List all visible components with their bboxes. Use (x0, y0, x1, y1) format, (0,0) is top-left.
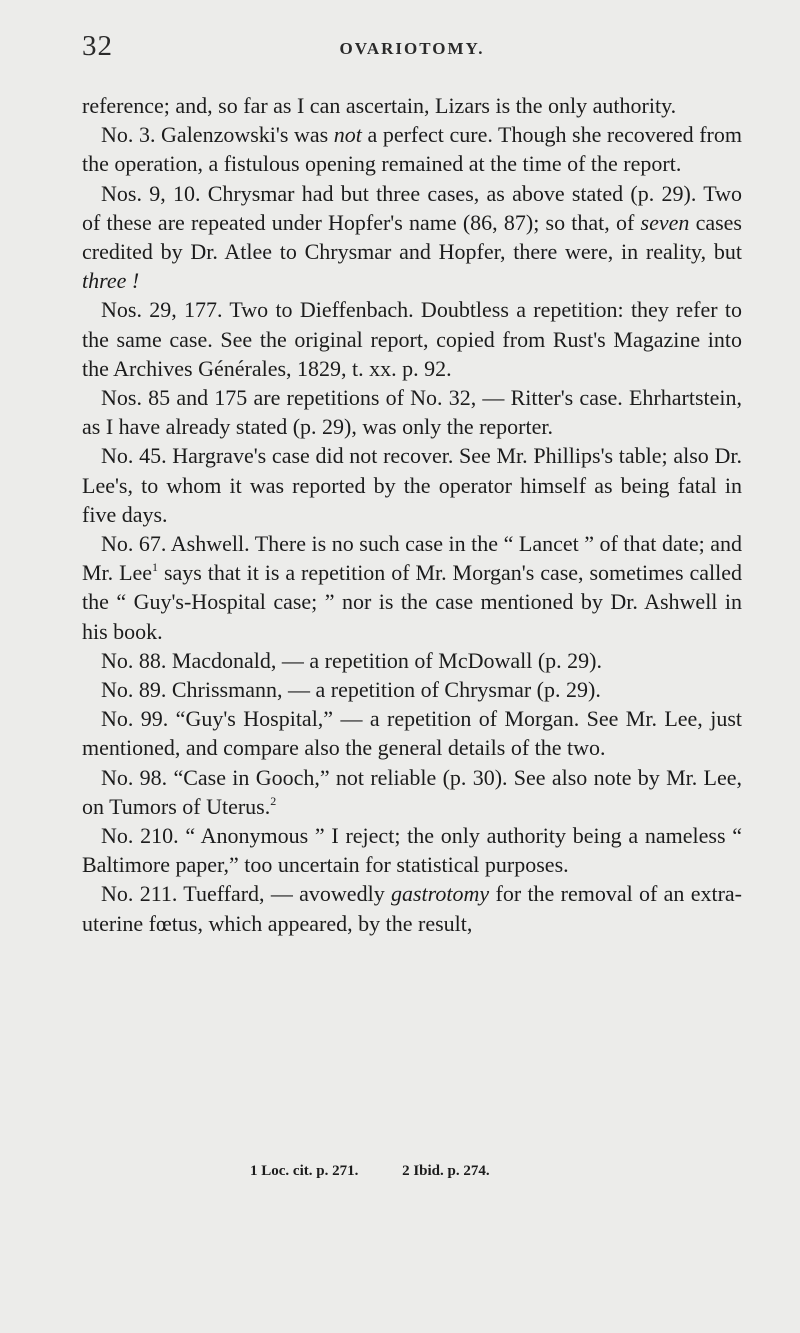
paragraph: No. 98. “Case in Gooch,” not reliable (p. 30). See also note by Mr. Lee, on Tumors of Uterus.$^2$ (82, 764, 742, 819)
page-header (82, 30, 742, 70)
paragraph: No. 45. Hargrave's case did not recover. See Mr. Phillips's table; also Dr. Lee's, to whom it was reported by the operator himself as being fatal in five days. (82, 443, 742, 527)
paragraph: Nos. 85 and 175 are repetitions of No. 32, — Ritter's case. Ehrhartstein, as I have already stated (p. 29), was only the reporter. (82, 385, 742, 440)
paragraph: No. 3. Galenzowski's was not a perfect cure. Though she recovered from the operation, a fistulous opening remained at the time of the report. (82, 122, 742, 177)
paragraph: No. 88. Macdonald, — a repetition of McDowall (p. 29). (101, 647, 602, 673)
footnotes (250, 1163, 650, 1180)
paragraph: No. 67. Ashwell. There is no such case in the “ Lancet ” of that date; and Mr. Lee$^1$ says that it is a repetition of Mr. Morgan's case, sometimes called the “ Guy's-Hospital case; ” nor is the case mentioned by Dr. Ashwell in his book. (82, 531, 742, 644)
paragraph: Nos. 29, 177. Two to Dieffenbach. Doubtless a repetition: they refer to the same case. See the original report, copied from Rust's Magazine into the Archives Générales, 1829, t. xx. p. 92. (82, 297, 742, 381)
footnote-1: 1 Loc. cit. p. 271. (250, 1163, 359, 1179)
paragraph: No. 210. “ Anonymous ” I reject; the only authority being a nameless “ Baltimore paper,” too uncertain for statistical purposes. (82, 823, 742, 878)
footnote-ref: 2 (270, 793, 277, 808)
paragraph: reference; and, so far as I can ascertain, Lizars is the only authority. (82, 93, 677, 118)
paragraph: No. 211. Tueffard, — avowedly gastrotomy for the removal of an extra-uterine fœtus, which appeared, by the result, (82, 881, 742, 936)
paragraph: No. 89. Chrissmann, — a repetition of Chrysmar (p. 29). (101, 677, 601, 703)
paragraph: Nos. 9, 10. Chrysmar had but three cases, as above stated (p. 29). Two of these are repeated under Hopfer's name (86, 87); so that, of seven cases credited by Dr. Atlee to Chrysmar and Hopfer, there were, in reality, but three ! (82, 180, 742, 294)
footnote-2: 2 Ibid. p. 274. (402, 1163, 490, 1179)
page-number: 32 (82, 30, 113, 62)
body-text (82, 91, 742, 938)
paragraph: No. 99. “Guy's Hospital,” — a repetition of Morgan. See Mr. Lee, just mentioned, and compare also the general details of the two. (82, 706, 742, 761)
running-title: OVARIOTOMY. (339, 39, 485, 58)
footnote-ref: 1 (152, 560, 159, 575)
